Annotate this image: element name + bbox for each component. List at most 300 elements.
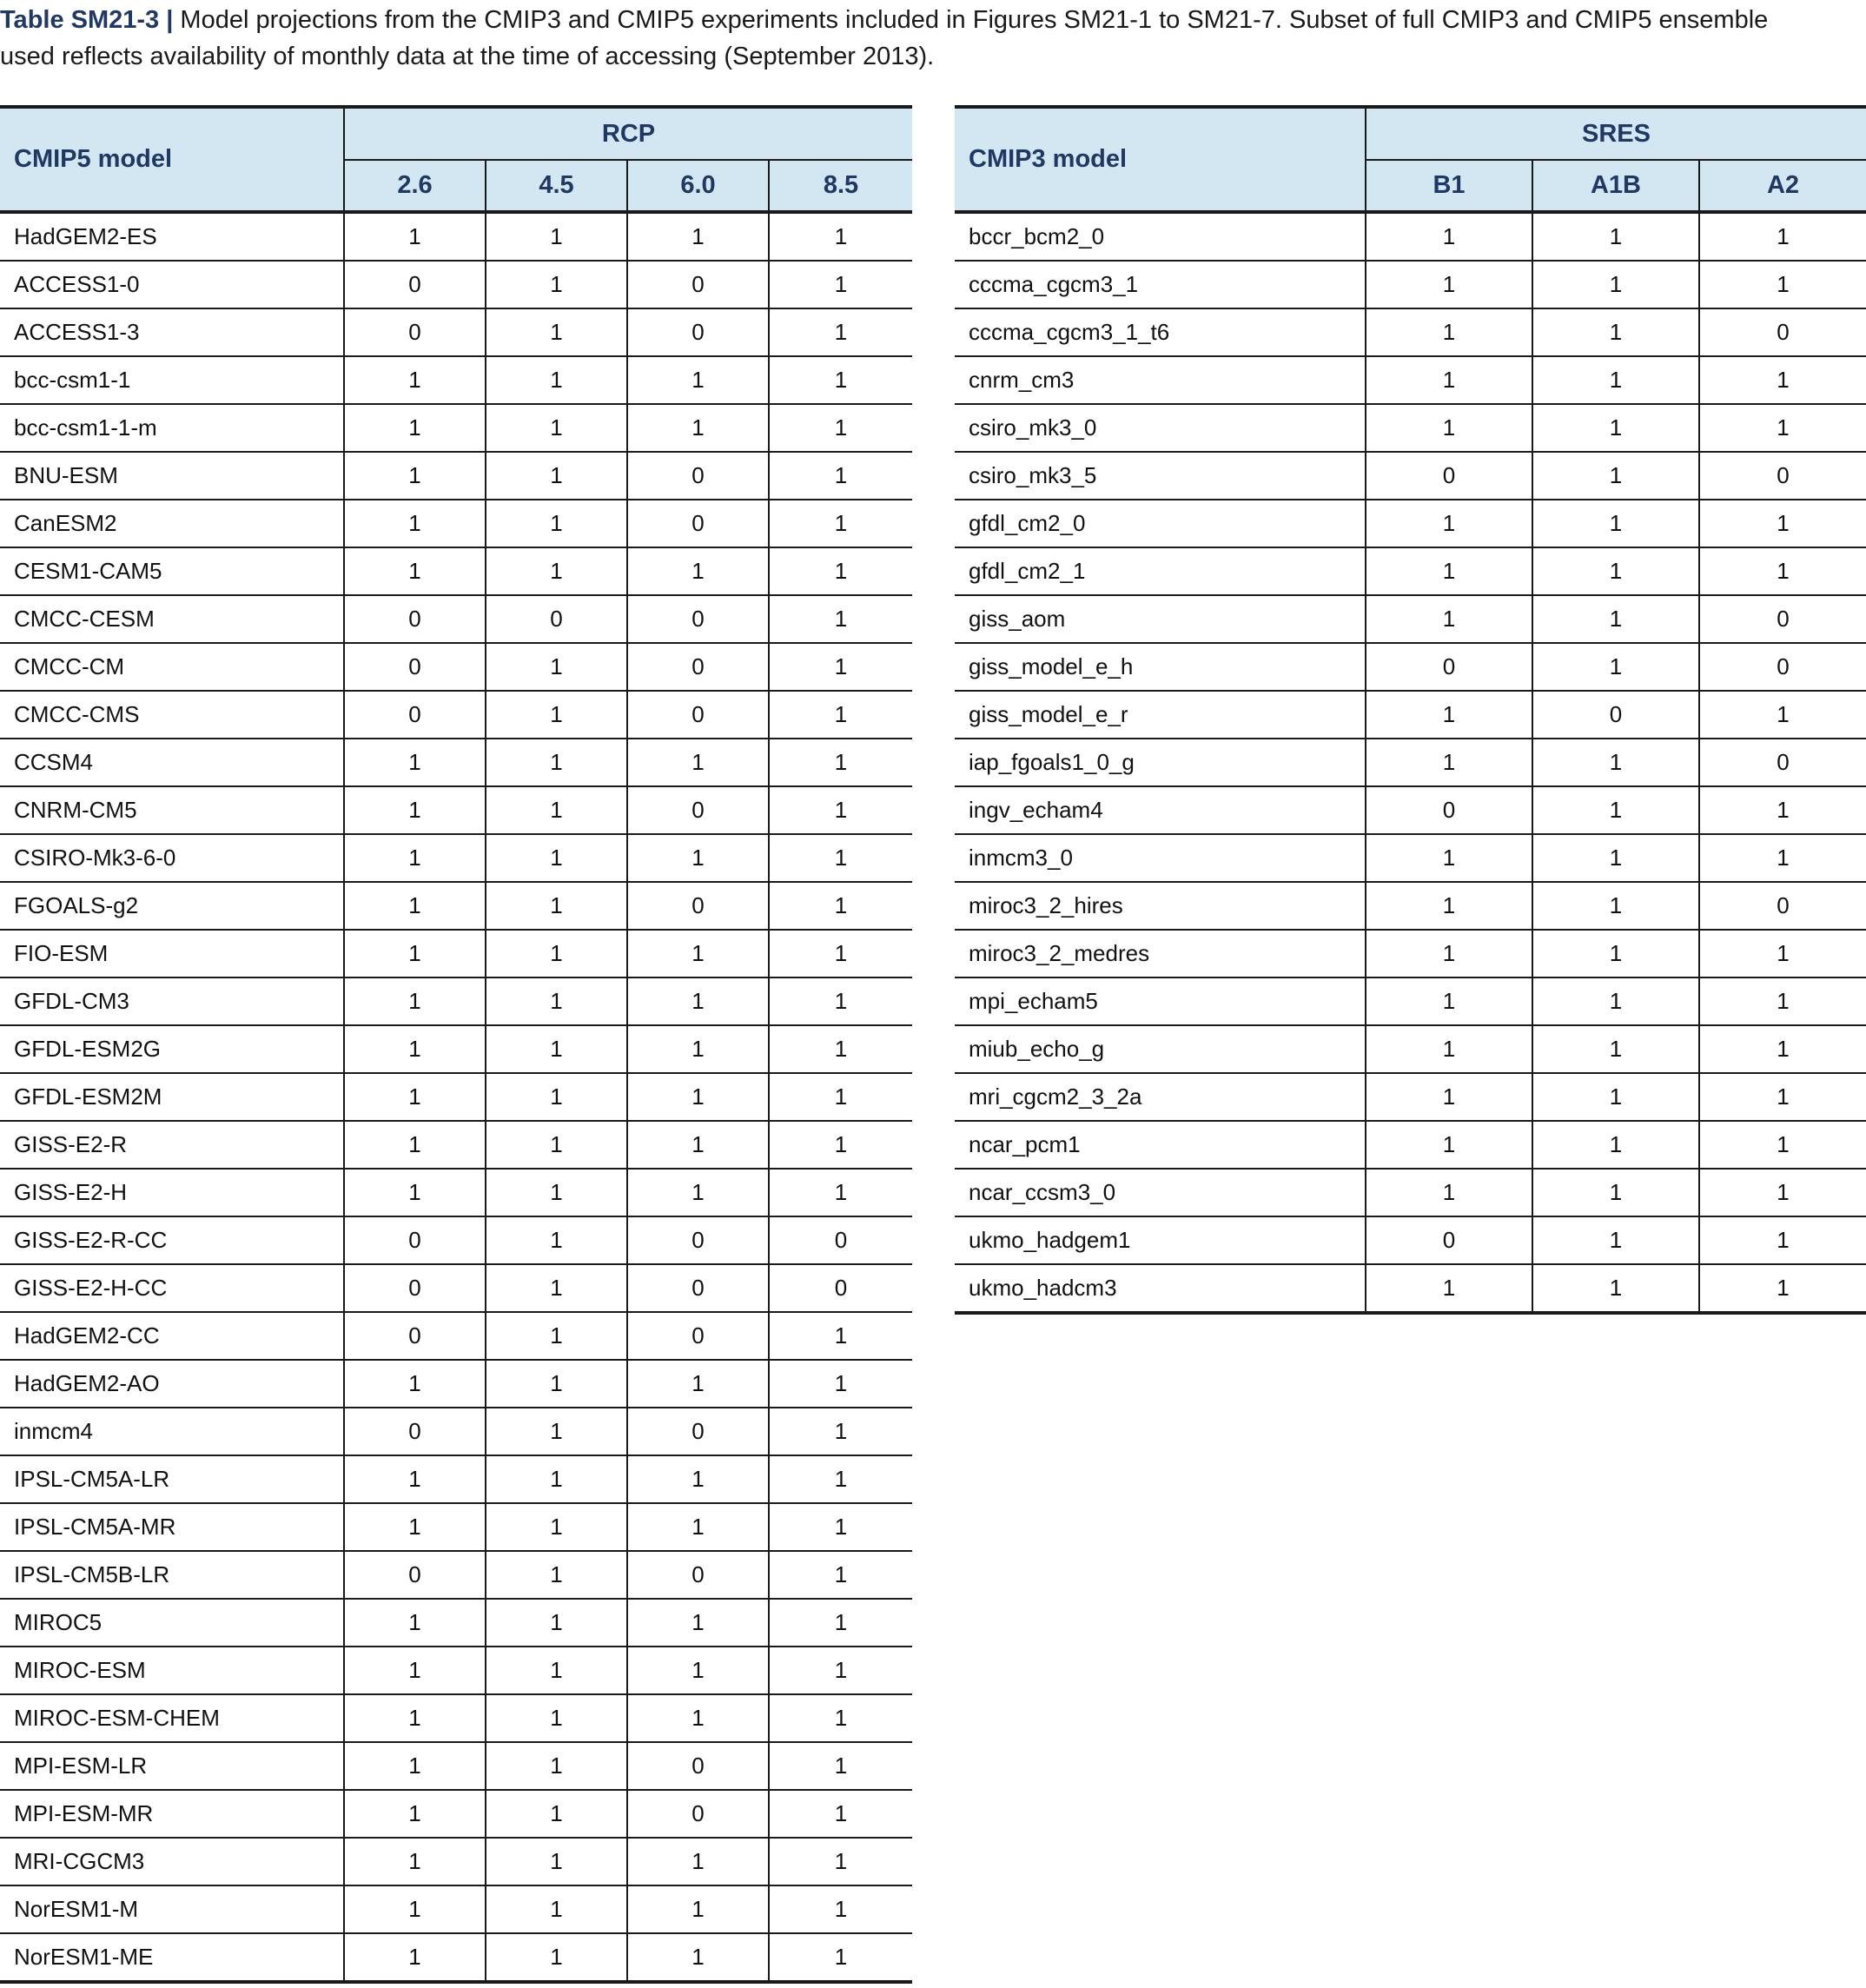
value-cell: 0 xyxy=(344,595,486,643)
value-cell: 0 xyxy=(344,1264,486,1312)
value-cell: 0 xyxy=(1699,643,1866,691)
value-cell: 0 xyxy=(344,1408,486,1455)
value-cell: 1 xyxy=(344,1121,486,1169)
table-row xyxy=(0,691,912,739)
model-name-cell: FIO-ESM xyxy=(0,930,344,977)
value-cell: 0 xyxy=(344,1551,486,1599)
model-name-cell: IPSL-CM5B-LR xyxy=(0,1551,344,1599)
table-row xyxy=(0,1169,912,1216)
model-name-cell: ncar_pcm1 xyxy=(955,1121,1366,1169)
value-cell: 1 xyxy=(1366,1121,1532,1169)
value-cell: 1 xyxy=(1532,1121,1699,1169)
table-row xyxy=(0,1073,912,1121)
value-cell: 1 xyxy=(344,882,486,930)
model-name-cell: ukmo_hadgem1 xyxy=(955,1216,1366,1264)
value-cell: 0 xyxy=(627,882,769,930)
value-cell: 1 xyxy=(627,1503,769,1551)
model-name-cell: BNU-ESM xyxy=(0,452,344,500)
value-cell: 1 xyxy=(344,930,486,977)
value-cell: 0 xyxy=(627,643,769,691)
value-cell: 1 xyxy=(1532,643,1699,691)
model-name-cell: CESM1-CAM5 xyxy=(0,547,344,595)
value-cell: 1 xyxy=(486,739,627,786)
table-row xyxy=(955,500,1866,547)
value-cell: 0 xyxy=(627,1790,769,1838)
value-cell: 1 xyxy=(486,404,627,452)
caption-label: Table SM21-3 | xyxy=(0,6,174,34)
table-row xyxy=(0,1503,912,1551)
table-row xyxy=(955,212,1866,261)
value-cell: 1 xyxy=(1699,404,1866,452)
value-cell: 1 xyxy=(769,691,912,739)
value-cell: 0 xyxy=(627,500,769,547)
table-row xyxy=(955,882,1866,930)
value-cell: 1 xyxy=(1532,212,1699,261)
value-cell: 1 xyxy=(769,1838,912,1885)
value-cell: 1 xyxy=(344,834,486,882)
value-cell: 1 xyxy=(769,1647,912,1694)
value-cell: 1 xyxy=(1699,930,1866,977)
value-cell: 1 xyxy=(1366,404,1532,452)
value-cell: 1 xyxy=(486,643,627,691)
table-row xyxy=(955,404,1866,452)
value-cell: 1 xyxy=(486,261,627,308)
value-cell: 1 xyxy=(486,1025,627,1073)
value-cell: 1 xyxy=(344,1694,486,1742)
value-cell: 1 xyxy=(486,1216,627,1264)
value-cell: 1 xyxy=(1366,261,1532,308)
value-cell: 0 xyxy=(627,1742,769,1790)
value-cell: 1 xyxy=(1532,404,1699,452)
model-name-cell: MPI-ESM-MR xyxy=(0,1790,344,1838)
value-cell: 1 xyxy=(1532,261,1699,308)
value-cell: 1 xyxy=(486,1455,627,1503)
value-cell: 1 xyxy=(344,404,486,452)
value-cell: 0 xyxy=(1366,1216,1532,1264)
value-cell: 1 xyxy=(769,786,912,834)
table-row xyxy=(955,786,1866,834)
value-cell: 0 xyxy=(627,1216,769,1264)
value-cell: 0 xyxy=(627,261,769,308)
value-cell: 0 xyxy=(627,1408,769,1455)
value-cell: 1 xyxy=(627,1121,769,1169)
table-row xyxy=(955,1073,1866,1121)
value-cell: 1 xyxy=(1699,1073,1866,1121)
value-cell: 1 xyxy=(1699,1264,1866,1313)
value-cell: 1 xyxy=(769,212,912,261)
value-cell: 1 xyxy=(627,356,769,404)
value-cell: 1 xyxy=(344,356,486,404)
value-cell: 1 xyxy=(1699,547,1866,595)
table-row xyxy=(955,261,1866,308)
value-cell: 1 xyxy=(344,500,486,547)
value-cell: 1 xyxy=(1532,834,1699,882)
value-cell: 1 xyxy=(769,977,912,1025)
model-name-cell: CSIRO-Mk3-6-0 xyxy=(0,834,344,882)
cmip5-table-body xyxy=(0,212,912,1982)
table-row xyxy=(0,786,912,834)
model-name-cell: CNRM-CM5 xyxy=(0,786,344,834)
value-cell: 1 xyxy=(486,1312,627,1360)
value-cell: 1 xyxy=(344,1169,486,1216)
value-cell: 1 xyxy=(486,1790,627,1838)
value-cell: 1 xyxy=(1532,308,1699,356)
value-cell: 1 xyxy=(486,547,627,595)
table-row xyxy=(0,1551,912,1599)
model-name-cell: mpi_echam5 xyxy=(955,977,1366,1025)
value-cell: 1 xyxy=(769,1169,912,1216)
value-cell: 1 xyxy=(486,1121,627,1169)
model-name-cell: GFDL-CM3 xyxy=(0,977,344,1025)
value-cell: 1 xyxy=(486,500,627,547)
value-cell: 1 xyxy=(486,977,627,1025)
value-cell: 1 xyxy=(1366,595,1532,643)
model-name-cell: inmcm4 xyxy=(0,1408,344,1455)
table-row xyxy=(0,643,912,691)
model-name-cell: MIROC-ESM xyxy=(0,1647,344,1694)
table-row xyxy=(955,1216,1866,1264)
value-cell: 1 xyxy=(1366,882,1532,930)
model-name-cell: GISS-E2-R xyxy=(0,1121,344,1169)
table-row xyxy=(0,882,912,930)
model-name-cell: miub_echo_g xyxy=(955,1025,1366,1073)
value-cell: 1 xyxy=(344,1933,486,1982)
model-name-cell: GISS-E2-H xyxy=(0,1169,344,1216)
value-cell: 1 xyxy=(769,1025,912,1073)
value-cell: 1 xyxy=(1699,500,1866,547)
model-name-cell: GFDL-ESM2M xyxy=(0,1073,344,1121)
model-name-cell: HadGEM2-AO xyxy=(0,1360,344,1408)
value-cell: 1 xyxy=(1532,1025,1699,1073)
value-cell: 0 xyxy=(627,1264,769,1312)
value-cell: 1 xyxy=(627,739,769,786)
value-cell: 1 xyxy=(769,1933,912,1982)
value-cell: 1 xyxy=(769,1408,912,1455)
value-cell: 1 xyxy=(627,1647,769,1694)
table-row xyxy=(0,930,912,977)
value-cell: 1 xyxy=(1366,930,1532,977)
table-row xyxy=(0,261,912,308)
value-cell: 1 xyxy=(769,261,912,308)
value-cell: 1 xyxy=(344,1790,486,1838)
value-cell: 0 xyxy=(627,691,769,739)
value-cell: 1 xyxy=(1699,1025,1866,1073)
sres-a1b-header: A1B xyxy=(1532,160,1699,212)
value-cell: 1 xyxy=(486,1933,627,1982)
value-cell: 1 xyxy=(486,452,627,500)
value-cell: 1 xyxy=(1366,1264,1532,1313)
value-cell: 1 xyxy=(769,452,912,500)
model-name-cell: NorESM1-ME xyxy=(0,1933,344,1982)
value-cell: 1 xyxy=(1532,882,1699,930)
value-cell: 1 xyxy=(1699,1216,1866,1264)
rcp-4-5-header: 4.5 xyxy=(486,160,627,212)
value-cell: 1 xyxy=(627,1694,769,1742)
table-row xyxy=(955,356,1866,404)
table-row xyxy=(0,1360,912,1408)
table-row xyxy=(955,547,1866,595)
value-cell: 1 xyxy=(1532,786,1699,834)
model-name-cell: CMCC-CESM xyxy=(0,595,344,643)
table-row xyxy=(955,452,1866,500)
value-cell: 0 xyxy=(344,643,486,691)
value-cell: 0 xyxy=(344,261,486,308)
value-cell: 0 xyxy=(1699,308,1866,356)
value-cell: 1 xyxy=(1532,930,1699,977)
value-cell: 1 xyxy=(486,882,627,930)
value-cell: 1 xyxy=(1366,547,1532,595)
value-cell: 1 xyxy=(486,1599,627,1647)
value-cell: 1 xyxy=(344,1503,486,1551)
table-row xyxy=(955,834,1866,882)
value-cell: 1 xyxy=(769,1073,912,1121)
value-cell: 1 xyxy=(1366,691,1532,739)
value-cell: 1 xyxy=(627,1360,769,1408)
value-cell: 1 xyxy=(1532,595,1699,643)
value-cell: 1 xyxy=(627,212,769,261)
cmip5-table xyxy=(0,105,912,1984)
model-name-cell: ingv_echam4 xyxy=(955,786,1366,834)
value-cell: 1 xyxy=(1366,834,1532,882)
value-cell: 0 xyxy=(1366,786,1532,834)
table-row xyxy=(955,595,1866,643)
model-name-cell: CMCC-CM xyxy=(0,643,344,691)
model-name-cell: inmcm3_0 xyxy=(955,834,1366,882)
model-name-cell: miroc3_2_medres xyxy=(955,930,1366,977)
table-row xyxy=(0,1742,912,1790)
model-name-cell: mri_cgcm2_3_2a xyxy=(955,1073,1366,1121)
table-row xyxy=(955,308,1866,356)
value-cell: 1 xyxy=(1532,977,1699,1025)
model-name-cell: giss_aom xyxy=(955,595,1366,643)
value-cell: 1 xyxy=(627,834,769,882)
value-cell: 1 xyxy=(769,834,912,882)
value-cell: 1 xyxy=(769,1694,912,1742)
model-name-cell: cccma_cgcm3_1 xyxy=(955,261,1366,308)
value-cell: 1 xyxy=(627,1025,769,1073)
model-name-cell: giss_model_e_r xyxy=(955,691,1366,739)
value-cell: 1 xyxy=(486,786,627,834)
model-name-cell: iap_fgoals1_0_g xyxy=(955,739,1366,786)
value-cell: 0 xyxy=(344,1312,486,1360)
value-cell: 1 xyxy=(769,643,912,691)
model-name-cell: CCSM4 xyxy=(0,739,344,786)
value-cell: 0 xyxy=(627,1312,769,1360)
value-cell: 1 xyxy=(769,547,912,595)
value-cell: 1 xyxy=(486,1551,627,1599)
value-cell: 1 xyxy=(486,212,627,261)
value-cell: 1 xyxy=(344,977,486,1025)
value-cell: 1 xyxy=(769,1790,912,1838)
table-row xyxy=(0,1312,912,1360)
value-cell: 1 xyxy=(769,1503,912,1551)
table-row xyxy=(0,500,912,547)
value-cell: 1 xyxy=(1366,500,1532,547)
table-row xyxy=(0,1264,912,1312)
value-cell: 1 xyxy=(1699,212,1866,261)
model-name-cell: csiro_mk3_5 xyxy=(955,452,1366,500)
value-cell: 1 xyxy=(344,1025,486,1073)
model-name-cell: MIROC5 xyxy=(0,1599,344,1647)
value-cell: 1 xyxy=(769,1599,912,1647)
value-cell: 1 xyxy=(1366,212,1532,261)
value-cell: 1 xyxy=(344,739,486,786)
value-cell: 1 xyxy=(769,1742,912,1790)
value-cell: 0 xyxy=(627,308,769,356)
table-row xyxy=(955,1025,1866,1073)
value-cell: 1 xyxy=(627,930,769,977)
table-row xyxy=(0,1838,912,1885)
value-cell: 0 xyxy=(769,1216,912,1264)
model-name-cell: HadGEM2-CC xyxy=(0,1312,344,1360)
model-name-cell: ACCESS1-3 xyxy=(0,308,344,356)
cmip5-table-container xyxy=(0,105,912,1984)
value-cell: 1 xyxy=(486,1408,627,1455)
table-row xyxy=(0,1408,912,1455)
value-cell: 1 xyxy=(627,1073,769,1121)
value-cell: 1 xyxy=(627,1933,769,1982)
cmip5-model-header: CMIP5 model xyxy=(0,107,344,212)
value-cell: 1 xyxy=(627,1169,769,1216)
rcp-group-header: RCP xyxy=(344,107,912,160)
value-cell: 0 xyxy=(769,1264,912,1312)
value-cell: 1 xyxy=(1699,834,1866,882)
table-row xyxy=(955,691,1866,739)
value-cell: 1 xyxy=(769,930,912,977)
value-cell: 1 xyxy=(769,500,912,547)
table-row xyxy=(955,1121,1866,1169)
value-cell: 1 xyxy=(486,1742,627,1790)
value-cell: 1 xyxy=(1532,1073,1699,1121)
model-name-cell: giss_model_e_h xyxy=(955,643,1366,691)
model-name-cell: bcc-csm1-1-m xyxy=(0,404,344,452)
table-row xyxy=(0,977,912,1025)
rcp-6-0-header: 6.0 xyxy=(627,160,769,212)
value-cell: 1 xyxy=(627,1599,769,1647)
value-cell: 1 xyxy=(769,882,912,930)
value-cell: 1 xyxy=(486,1169,627,1216)
value-cell: 1 xyxy=(769,308,912,356)
rcp-8-5-header: 8.5 xyxy=(769,160,912,212)
table-row xyxy=(0,1121,912,1169)
value-cell: 1 xyxy=(1699,356,1866,404)
model-name-cell: gfdl_cm2_0 xyxy=(955,500,1366,547)
value-cell: 0 xyxy=(1699,452,1866,500)
table-row xyxy=(0,739,912,786)
model-name-cell: MPI-ESM-LR xyxy=(0,1742,344,1790)
value-cell: 1 xyxy=(769,595,912,643)
value-cell: 1 xyxy=(344,212,486,261)
value-cell: 0 xyxy=(486,595,627,643)
model-name-cell: cccma_cgcm3_1_t6 xyxy=(955,308,1366,356)
value-cell: 1 xyxy=(769,1885,912,1933)
value-cell: 1 xyxy=(344,1885,486,1933)
value-cell: 1 xyxy=(627,1838,769,1885)
value-cell: 1 xyxy=(1699,1169,1866,1216)
value-cell: 1 xyxy=(627,1885,769,1933)
value-cell: 1 xyxy=(769,1360,912,1408)
value-cell: 0 xyxy=(1699,595,1866,643)
value-cell: 1 xyxy=(486,1503,627,1551)
value-cell: 1 xyxy=(1699,691,1866,739)
value-cell: 1 xyxy=(1532,1264,1699,1313)
table-row xyxy=(0,595,912,643)
value-cell: 1 xyxy=(769,739,912,786)
table-row xyxy=(955,930,1866,977)
model-name-cell: gfdl_cm2_1 xyxy=(955,547,1366,595)
value-cell: 0 xyxy=(344,1216,486,1264)
model-name-cell: MRI-CGCM3 xyxy=(0,1838,344,1885)
value-cell: 1 xyxy=(486,1838,627,1885)
model-name-cell: GFDL-ESM2G xyxy=(0,1025,344,1073)
value-cell: 1 xyxy=(627,977,769,1025)
value-cell: 1 xyxy=(1366,356,1532,404)
table-row xyxy=(0,404,912,452)
value-cell: 0 xyxy=(627,786,769,834)
table-row xyxy=(955,739,1866,786)
value-cell: 1 xyxy=(486,308,627,356)
table-row xyxy=(955,643,1866,691)
value-cell: 1 xyxy=(1366,977,1532,1025)
value-cell: 0 xyxy=(1699,739,1866,786)
value-cell: 1 xyxy=(627,1455,769,1503)
value-cell: 1 xyxy=(1366,1169,1532,1216)
model-name-cell: CanESM2 xyxy=(0,500,344,547)
value-cell: 1 xyxy=(344,452,486,500)
model-name-cell: ukmo_hadcm3 xyxy=(955,1264,1366,1313)
model-name-cell: MIROC-ESM-CHEM xyxy=(0,1694,344,1742)
table-row xyxy=(0,212,912,261)
value-cell: 1 xyxy=(769,356,912,404)
table-caption xyxy=(0,2,1824,75)
value-cell: 0 xyxy=(1532,691,1699,739)
cmip3-table xyxy=(955,105,1866,1315)
table-row xyxy=(0,308,912,356)
model-name-cell: csiro_mk3_0 xyxy=(955,404,1366,452)
sres-b1-header: B1 xyxy=(1366,160,1532,212)
value-cell: 1 xyxy=(1699,977,1866,1025)
value-cell: 1 xyxy=(344,1599,486,1647)
value-cell: 1 xyxy=(486,1264,627,1312)
model-name-cell: NorESM1-M xyxy=(0,1885,344,1933)
value-cell: 1 xyxy=(344,1455,486,1503)
value-cell: 1 xyxy=(486,691,627,739)
model-name-cell: bcc-csm1-1 xyxy=(0,356,344,404)
sres-a2-header: A2 xyxy=(1699,160,1866,212)
model-name-cell: cnrm_cm3 xyxy=(955,356,1366,404)
model-name-cell: IPSL-CM5A-LR xyxy=(0,1455,344,1503)
table-row xyxy=(0,1933,912,1982)
table-row xyxy=(0,547,912,595)
table-row xyxy=(0,356,912,404)
value-cell: 1 xyxy=(486,1885,627,1933)
value-cell: 0 xyxy=(1699,882,1866,930)
value-cell: 1 xyxy=(344,1838,486,1885)
table-row xyxy=(955,1169,1866,1216)
table-row xyxy=(0,1885,912,1933)
value-cell: 1 xyxy=(1366,739,1532,786)
model-name-cell: bccr_bcm2_0 xyxy=(955,212,1366,261)
table-row xyxy=(0,1647,912,1694)
value-cell: 1 xyxy=(769,1455,912,1503)
value-cell: 0 xyxy=(1366,452,1532,500)
value-cell: 1 xyxy=(1532,1169,1699,1216)
value-cell: 1 xyxy=(486,1694,627,1742)
rcp-2-6-header: 2.6 xyxy=(344,160,486,212)
value-cell: 1 xyxy=(769,1121,912,1169)
value-cell: 1 xyxy=(1532,547,1699,595)
model-name-cell: ACCESS1-0 xyxy=(0,261,344,308)
